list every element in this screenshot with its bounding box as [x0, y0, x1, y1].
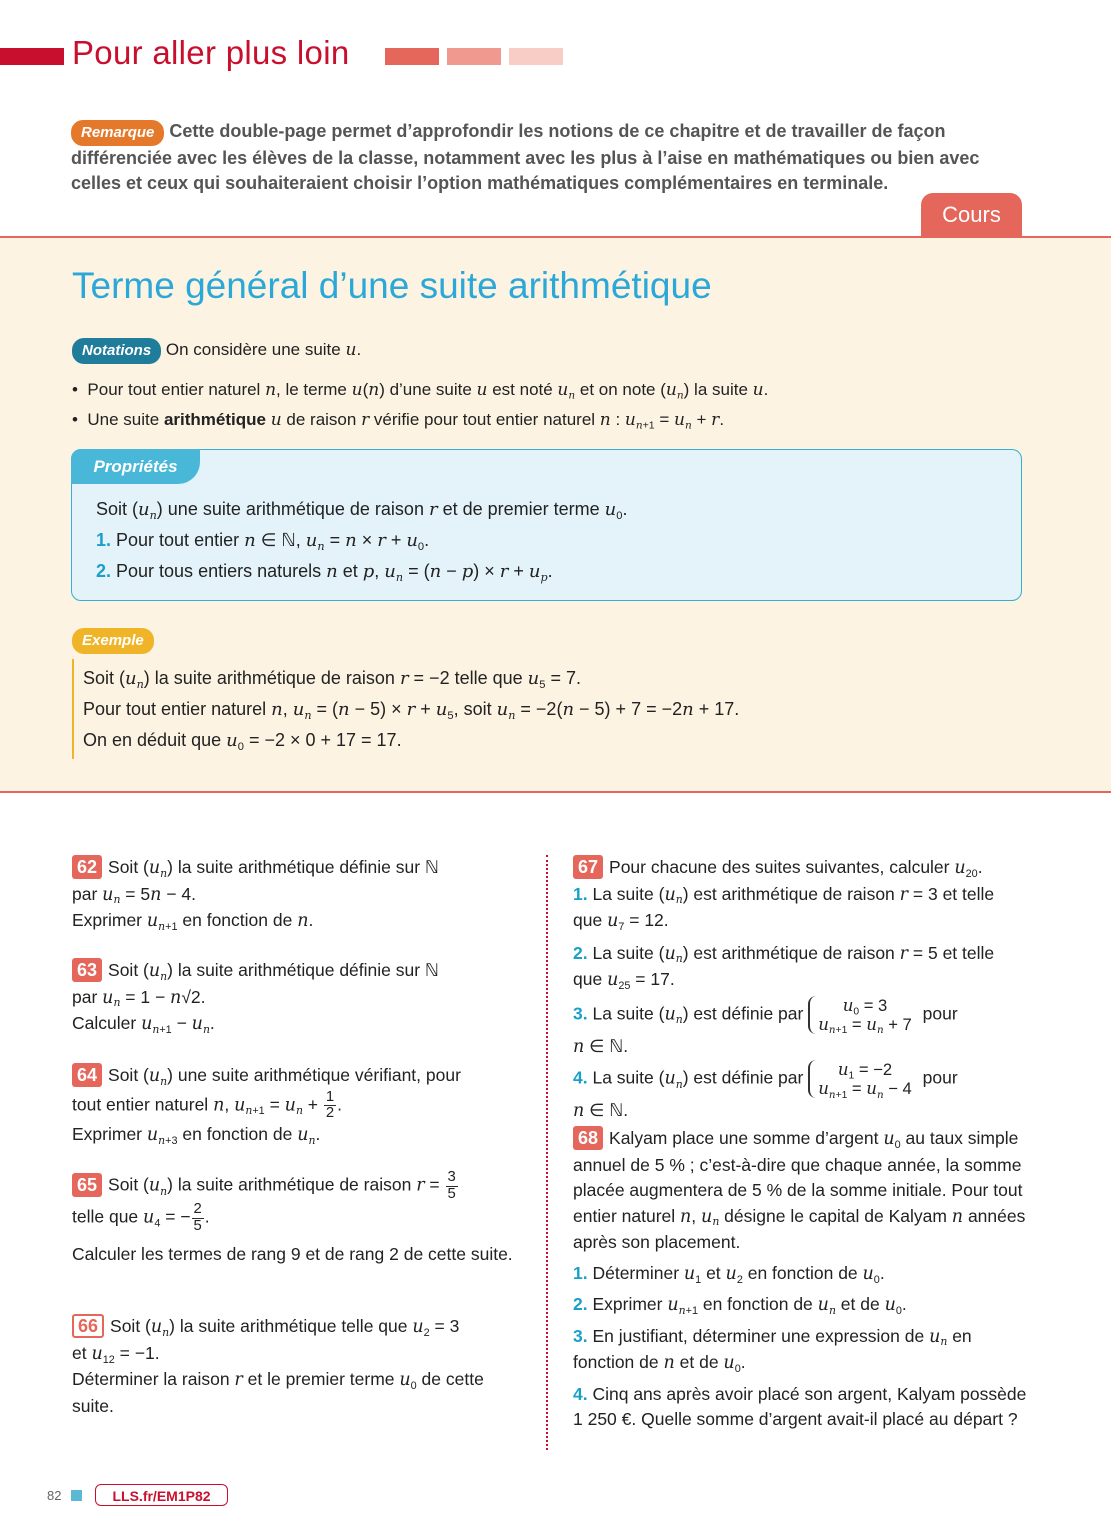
notation-item-2: • Une suite arithmétique u de raison r vérifie pour tout entier naturel n : $u_{n+1} = u_n + r$.: [72, 410, 725, 432]
exercise-number: 62: [72, 855, 102, 879]
page-title: Pour aller plus loin: [72, 34, 350, 71]
exercise-64: 64 Soit $(u_n)$ une suite arithmétique vérifiant, pour tout entier naturel n, $u_{n+1} = u_n$ + $\frac{1}{2}$ . Exprimer $u_{n+3}$ en fonction de $u_n$.: [72, 1065, 461, 1147]
exercise-number: 66: [72, 1314, 104, 1338]
exercise-66: 66 Soit $(u_n)$ la suite arithmétique telle que $u_2 = 3$ et $u_{12} = -1$. Déterminer la raison r et le premier terme $u_0$ de cette suite.: [72, 1316, 484, 1416]
exemple-tag-wrap: [72, 628, 154, 654]
column-divider: [546, 855, 548, 1450]
footer-square: [71, 1490, 82, 1501]
header-block-2: [447, 48, 501, 65]
propriete-2: 2. Pour tous entiers naturels n et p, $u_n = (n - p) \times r + u_p$.: [96, 561, 553, 584]
cours-title: Terme général d’une suite arithmétique: [72, 265, 712, 306]
propriete-1: 1. Pour tout entier n ∈ ℕ, $u_n = n \times r + u_0$.: [96, 530, 430, 553]
exemple-line-2: Pour tout entier naturel n, $u_n = (n - 5) \times r + u_5$, soit $u_n = -2(n - 5) + 7 = -2n + 17$.: [83, 699, 740, 722]
remark-tag: Remarque: [71, 120, 164, 146]
notation-item-1: • Pour tout entier naturel n, le terme u(n) d’une suite u est noté $u_n$ et on note $(u_n)$ la suite u.: [72, 380, 769, 402]
proprietes-tag: Propriétés: [71, 449, 200, 484]
footer-link[interactable]: LLS.fr/EM1P82: [95, 1484, 228, 1506]
exemple-bar: [72, 659, 74, 759]
exercise-number: 64: [72, 1063, 102, 1087]
remark-text: Cette double-page permet d’approfondir les notions de ce chapitre et de travailler de façon différenciée avec les élèves de la classe, notamment avec les plus à l’aise en mathématiques ou bien avec celles et ceux qui souhaiteraient choisir l’option mathématiques complémentaires en terminale.: [71, 121, 980, 193]
exercise-62: 62 Soit $(u_n)$ la suite arithmétique définie sur ℕ par $u_n = 5n - 4$. Exprimer $u_{n+1}$ en fonction de n.: [72, 857, 439, 933]
exemple-tag: Exemple: [72, 628, 154, 654]
exercise-number: 63: [72, 958, 102, 982]
notations-tag: Notations: [72, 338, 161, 364]
exercise-68: 68 Kalyam place une somme d’argent $u_0$ au taux simple annuel de 5 % ; c’est-à-dire que chaque année, la somme placée augmentera de 5 % de la somme initiale. Pour tout entier naturel n, $u_n$ désigne le capital de Kalyam n années après son placement. 1. Déterminer $u_1$ et $u_2$ en fonction de $u_0$. 2. Exprimer $u_{n+1}$ en fonction de $u_n$ et de $u_0$. 3. En justifiant, déterminer une expression de $u_n$ en fonction de n et de $u_0$. 4. Cinq ans après avoir placé son argent, Kalyam possède 1 250 €. Quelle somme d’argent avait-il placé au départ ?: [573, 1128, 1027, 1429]
header-block-3: [509, 48, 563, 65]
exemple-line-3: On en déduit que $u_0 = -2 \times 0 + 17 = 17$.: [83, 730, 402, 753]
propriete-intro: Soit $(u_n)$ une suite arithmétique de raison r et de premier terme $u_0$.: [96, 499, 628, 522]
exercise-63: 63 Soit $(u_n)$ la suite arithmétique définie sur ℕ par $u_n = 1 - n√2$. Calculer $u_{n+1} - u_n$.: [72, 960, 439, 1036]
exercise-65: 65 Soit $(u_n)$ la suite arithmétique de raison r = $\frac{3}{5}$ telle que $u_4$ = − $\frac{2}{5}$ . Calculer les termes de rang 9 et de rang 2 de cette suite.: [72, 1169, 513, 1265]
notations-intro: On considère une suite: [165, 340, 341, 359]
cours-tab: Cours: [921, 193, 1022, 237]
exercise-67: 67 Pour chacune des suites suivantes, calculer $u_{20}$. 1. La suite $(u_n)$ est arithmétique de raison r = 3 et telle que $u_7 = 12$. 2. La suite $(u_n)$ est arithmétique de raison r = 5 et telle que $u_{25} = 17$. 3. La suite $(u_n)$ est définie par $u_0 = 3$ $u_{n+1} = u_n + 7$ pour n ∈ ℕ. 4. La suite $(u_n)$ est définie par $u_1 = -2$ $u_{n+1} = u_n - 4$ pour n ∈ ℕ.: [573, 857, 995, 1122]
header-block-1: [385, 48, 439, 65]
remark-paragraph: [71, 119, 991, 196]
notations-line: Notations On considère une suite u.: [72, 338, 361, 364]
exercise-number: 67: [573, 855, 603, 879]
exemple-line-1: Soit $(u_n)$ la suite arithmétique de raison r = −2 telle que $u_5 = 7$.: [83, 668, 581, 691]
page-number: 82: [47, 1488, 62, 1503]
header-bar: [0, 48, 64, 65]
exercise-number: 65: [72, 1173, 102, 1197]
exercise-number: 68: [573, 1126, 603, 1150]
